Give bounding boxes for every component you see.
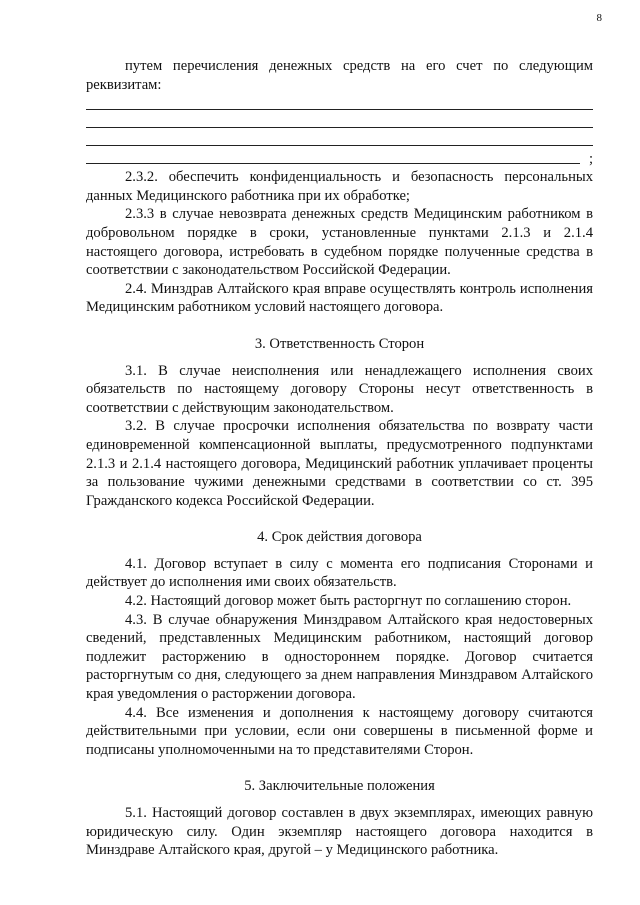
clause-3-1: 3.1. В случае неисполнения или ненадлежащего исполнения своих обязательств по настоящему договору Стороны несут ответственность в соответствии с действующим законодательством. [86,362,593,416]
clause-4-1: 4.1. Договор вступает в силу с момента его подписания Сторонами и действует до исполнения ими своих обязательств. [86,555,593,591]
section-3-heading: 3. Ответственность Сторон [254,335,425,352]
clause-4-2: 4.2. Настоящий договор может быть расторгнут по соглашению сторон. [125,593,572,610]
blank-line [86,127,593,128]
bank-details-blank-lines [86,96,593,168]
clause-2-3-3: 2.3.3 в случае невозврата денежных средств Медицинским работником в добровольном порядке в сроки, установленные пунктами 2.1.3 и 2.1.4 настоящего договора, истребовать в судебном порядке полученные средства в соответствии с законодательством Российской Федерации. [86,206,593,279]
blank-line [86,145,593,146]
section-4-heading: 4. Срок действия договора [257,529,422,546]
page-number: 8 [596,12,602,24]
clause-5-1: 5.1. Настоящий договор составлен в двух экземплярах, имеющих равную юридическую силу. Один экземпляр настоящего договора находится в Минздраве Алтайского края, другой – у Медицинского работника. [86,805,593,859]
clause-4-3: 4.3. В случае обнаружения Минздравом Алтайского края недостоверных сведений, представленных Медицинским работником, настоящий договор подлежит расторжению в одностороннем порядке. Договор считается расторгнутым со дня, следующего за днем направления Минздравом Алтайского края уведомления о расторжении договора. [86,611,593,703]
clause-4-4: 4.4. Все изменения и дополнения к настоящему договору считаются действительными при условии, если они совершены в письменной форме и подписаны уполномоченными на то представителями Сторон. [86,704,593,758]
blank-line-semicolon: ; [588,150,593,167]
blank-line [86,109,593,110]
section-5-heading: 5. Заключительные положения [244,778,435,795]
clause-2-3-2: 2.3.2. обеспечить конфиденциальность и безопасность персональных данных Медицинского работника при их обработке; [86,169,593,204]
intro-paragraph: путем перечисления денежных средств на его счет по следующим реквизитам: [86,58,593,93]
document-body [86,57,593,860]
clause-3-2: 3.2. В случае просрочки исполнения обязательства по возврату части единовременной компенсационной выплаты, предусмотренного подпунктами 2.1.3 и 2.1.4 настоящего договора, Медицинский работник уплачивает проценты за пользование чужими денежными средствами в соответствии со ст. 395 Гражданского кодекса Российской Федерации. [86,418,593,509]
clause-2-4: 2.4. Минздрав Алтайского края вправе осуществлять контроль исполнения Медицинским работником условий настоящего договора. [86,280,593,316]
blank-line [86,163,580,164]
